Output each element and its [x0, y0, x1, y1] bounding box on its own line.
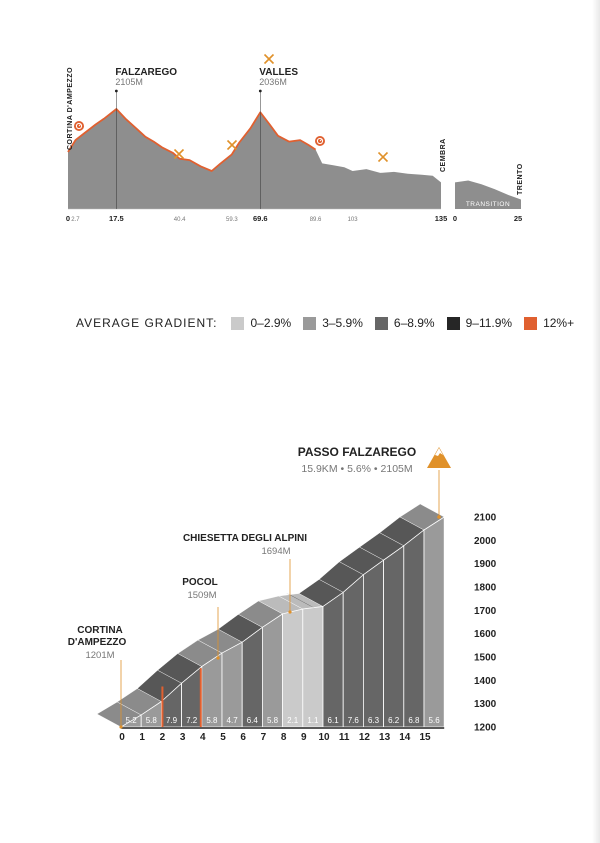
- legend-swatch-6-8-9: [375, 317, 388, 330]
- overview-profile-chart: [0, 0, 600, 250]
- gradient-value-label: 5.8: [145, 716, 157, 725]
- elevation-tick-label: 1500: [474, 652, 497, 664]
- mountain-peak-icon: [427, 447, 451, 468]
- legend-item-12-plus: [524, 316, 574, 330]
- gradient-bar: [262, 614, 282, 727]
- elevation-tick-label: 1600: [474, 629, 497, 641]
- km-tick-label: 13: [379, 732, 391, 743]
- climb-profile-chart: [0, 440, 600, 820]
- waypoint-elevation-label: 1201M: [85, 650, 115, 661]
- peak-elevation-label: 2105M: [115, 77, 143, 87]
- km-tick-label: 10: [318, 732, 330, 743]
- gradient-value-label: 6.1: [327, 716, 339, 725]
- km-tick-label: 9: [301, 732, 307, 743]
- elevation-tick-label: 1400: [474, 675, 497, 687]
- elevation-tick-label: 1200: [474, 722, 497, 734]
- legend-label-12-plus: 12%+: [543, 316, 575, 330]
- km-tick-label: 5: [220, 732, 226, 743]
- legend-label-3-5-9: 3–5.9%: [322, 316, 363, 330]
- elevation-tick-label: 1300: [474, 699, 497, 711]
- waypoint-name-label: CORTINA: [77, 625, 123, 636]
- elevation-tick-label: 1900: [474, 559, 497, 571]
- climb-title: PASSO FALZAREGO: [297, 445, 417, 459]
- steep-section-marker: [200, 668, 202, 727]
- cross-icon: [228, 141, 237, 150]
- gradient-bar: [343, 575, 363, 727]
- distance-tick-label: 59.3: [225, 217, 238, 223]
- gradient-value-label: 5.2: [125, 716, 137, 725]
- km-tick-label: 2: [159, 732, 166, 743]
- elevation-tick-label: 1800: [474, 582, 497, 594]
- km-tick-label: 6: [240, 732, 246, 743]
- legend-title: AVERAGE GRADIENT:: [76, 316, 218, 330]
- peak-name-label: VALLES: [259, 67, 299, 78]
- distance-tick-label: 89.6: [309, 217, 322, 223]
- km-tick-label: 7: [260, 732, 267, 743]
- gradient-value-label: 6.2: [388, 716, 400, 725]
- gradient-value-label: 5.8: [266, 716, 279, 725]
- distance-tick-label: 0: [65, 214, 71, 223]
- distance-tick-label: 17.5: [109, 214, 124, 223]
- trento-label: TRENTO: [517, 163, 524, 195]
- peak-dot: [259, 90, 262, 93]
- distance-tick-label: 40.4: [173, 217, 186, 223]
- start-location-label: CORTINA D'AMPEZZO: [67, 66, 74, 150]
- gradient-value-label: 2.1: [287, 716, 299, 725]
- gradient-bar: [424, 517, 444, 727]
- gradient-value-label: 4.7: [226, 716, 238, 725]
- gradient-bar: [283, 609, 303, 727]
- transition-tick-label: 25: [513, 214, 523, 223]
- gradient-value-label: 7.6: [347, 716, 359, 725]
- gradient-bar: [242, 627, 262, 727]
- waypoint-name-label: POCOL: [182, 577, 218, 588]
- gradient-value-label: 5.6: [428, 716, 440, 725]
- gradient-value-label: 7.9: [165, 716, 178, 725]
- waypoint-dot: [119, 725, 122, 728]
- km-tick-label: 4: [200, 732, 206, 743]
- gradient-bar: [404, 530, 424, 727]
- waypoint-dot: [437, 515, 441, 519]
- km-tick-label: 8: [280, 732, 287, 743]
- gradient-bar: [222, 642, 242, 727]
- gradient-value-label: 6.4: [246, 716, 258, 725]
- gradient-value-label: 6.8: [408, 716, 420, 725]
- gradient-value-label: 1.1: [307, 716, 319, 725]
- gradient-value-label: 6.3: [367, 716, 380, 725]
- waypoint-dot: [216, 656, 219, 659]
- gradient-bar: [303, 606, 323, 727]
- km-tick-label: 1: [139, 732, 145, 743]
- stopwatch-icon: [74, 121, 84, 131]
- legend-swatch-0-2-9: [231, 317, 244, 330]
- stopwatch-icon: [315, 136, 325, 146]
- gradient-value-label: 5.8: [206, 716, 218, 725]
- km-tick-label: 11: [338, 732, 350, 743]
- km-tick-label: 0: [119, 732, 125, 743]
- distance-tick-label: 135: [434, 214, 448, 223]
- elevation-tick-label: 2100: [474, 512, 497, 524]
- gradient-legend: [76, 314, 586, 332]
- legend-label-9-11-9: 9–11.9%: [465, 316, 513, 330]
- waypoint-name-label: CHIESETTA DEGLI ALPINI: [182, 533, 308, 544]
- gradient-bar: [384, 546, 404, 727]
- waypoint-dot: [288, 610, 291, 613]
- climb-subtitle: 15.9KM • 5.6% • 2105M: [301, 463, 413, 475]
- legend-swatch-3-5-9: [303, 317, 316, 330]
- cross-icon: [265, 55, 274, 64]
- waypoint-name-label: D'AMPEZZO: [67, 637, 127, 648]
- legend-item-9-11-9: [447, 316, 512, 330]
- waypoint-elevation-label: 1694M: [261, 546, 291, 557]
- km-tick-label: 12: [358, 732, 370, 743]
- cross-icon: [379, 153, 388, 162]
- gradient-bar: [363, 560, 383, 727]
- transition-tick-label: 0: [452, 214, 458, 223]
- peak-dot: [115, 90, 118, 93]
- legend-item-0-2-9: [231, 316, 291, 330]
- km-tick-label: 14: [399, 732, 411, 743]
- waypoint-elevation-label: 1509M: [187, 590, 217, 601]
- distance-tick-label: 69.6: [252, 214, 268, 223]
- distance-tick-label: 2.7: [71, 217, 80, 223]
- km-tick-label: 3: [179, 732, 186, 743]
- peak-name-label: FALZAREGO: [115, 67, 178, 78]
- gradient-bar: [323, 592, 343, 727]
- legend-item-6-8-9: [375, 316, 435, 330]
- legend-label-6-8-9: 6–8.9%: [393, 316, 435, 330]
- gradient-value-label: 7.2: [186, 716, 198, 725]
- cembra-label: CEMBRA: [440, 138, 447, 172]
- elevation-tick-label: 2000: [474, 535, 497, 547]
- elevation-tick-label: 1700: [474, 605, 497, 617]
- legend-label-0-2-9: 0–2.9%: [250, 316, 292, 330]
- peak-elevation-label: 2036M: [259, 77, 287, 87]
- km-tick-label: 15: [419, 732, 431, 743]
- legend-swatch-9-11-9: [447, 317, 460, 330]
- legend-swatch-12-plus: [524, 317, 537, 330]
- distance-tick-label: 103: [347, 217, 358, 223]
- legend-item-3-5-9: [303, 316, 363, 330]
- transition-label: TRANSITION: [465, 201, 511, 208]
- steep-section-marker: [161, 687, 163, 727]
